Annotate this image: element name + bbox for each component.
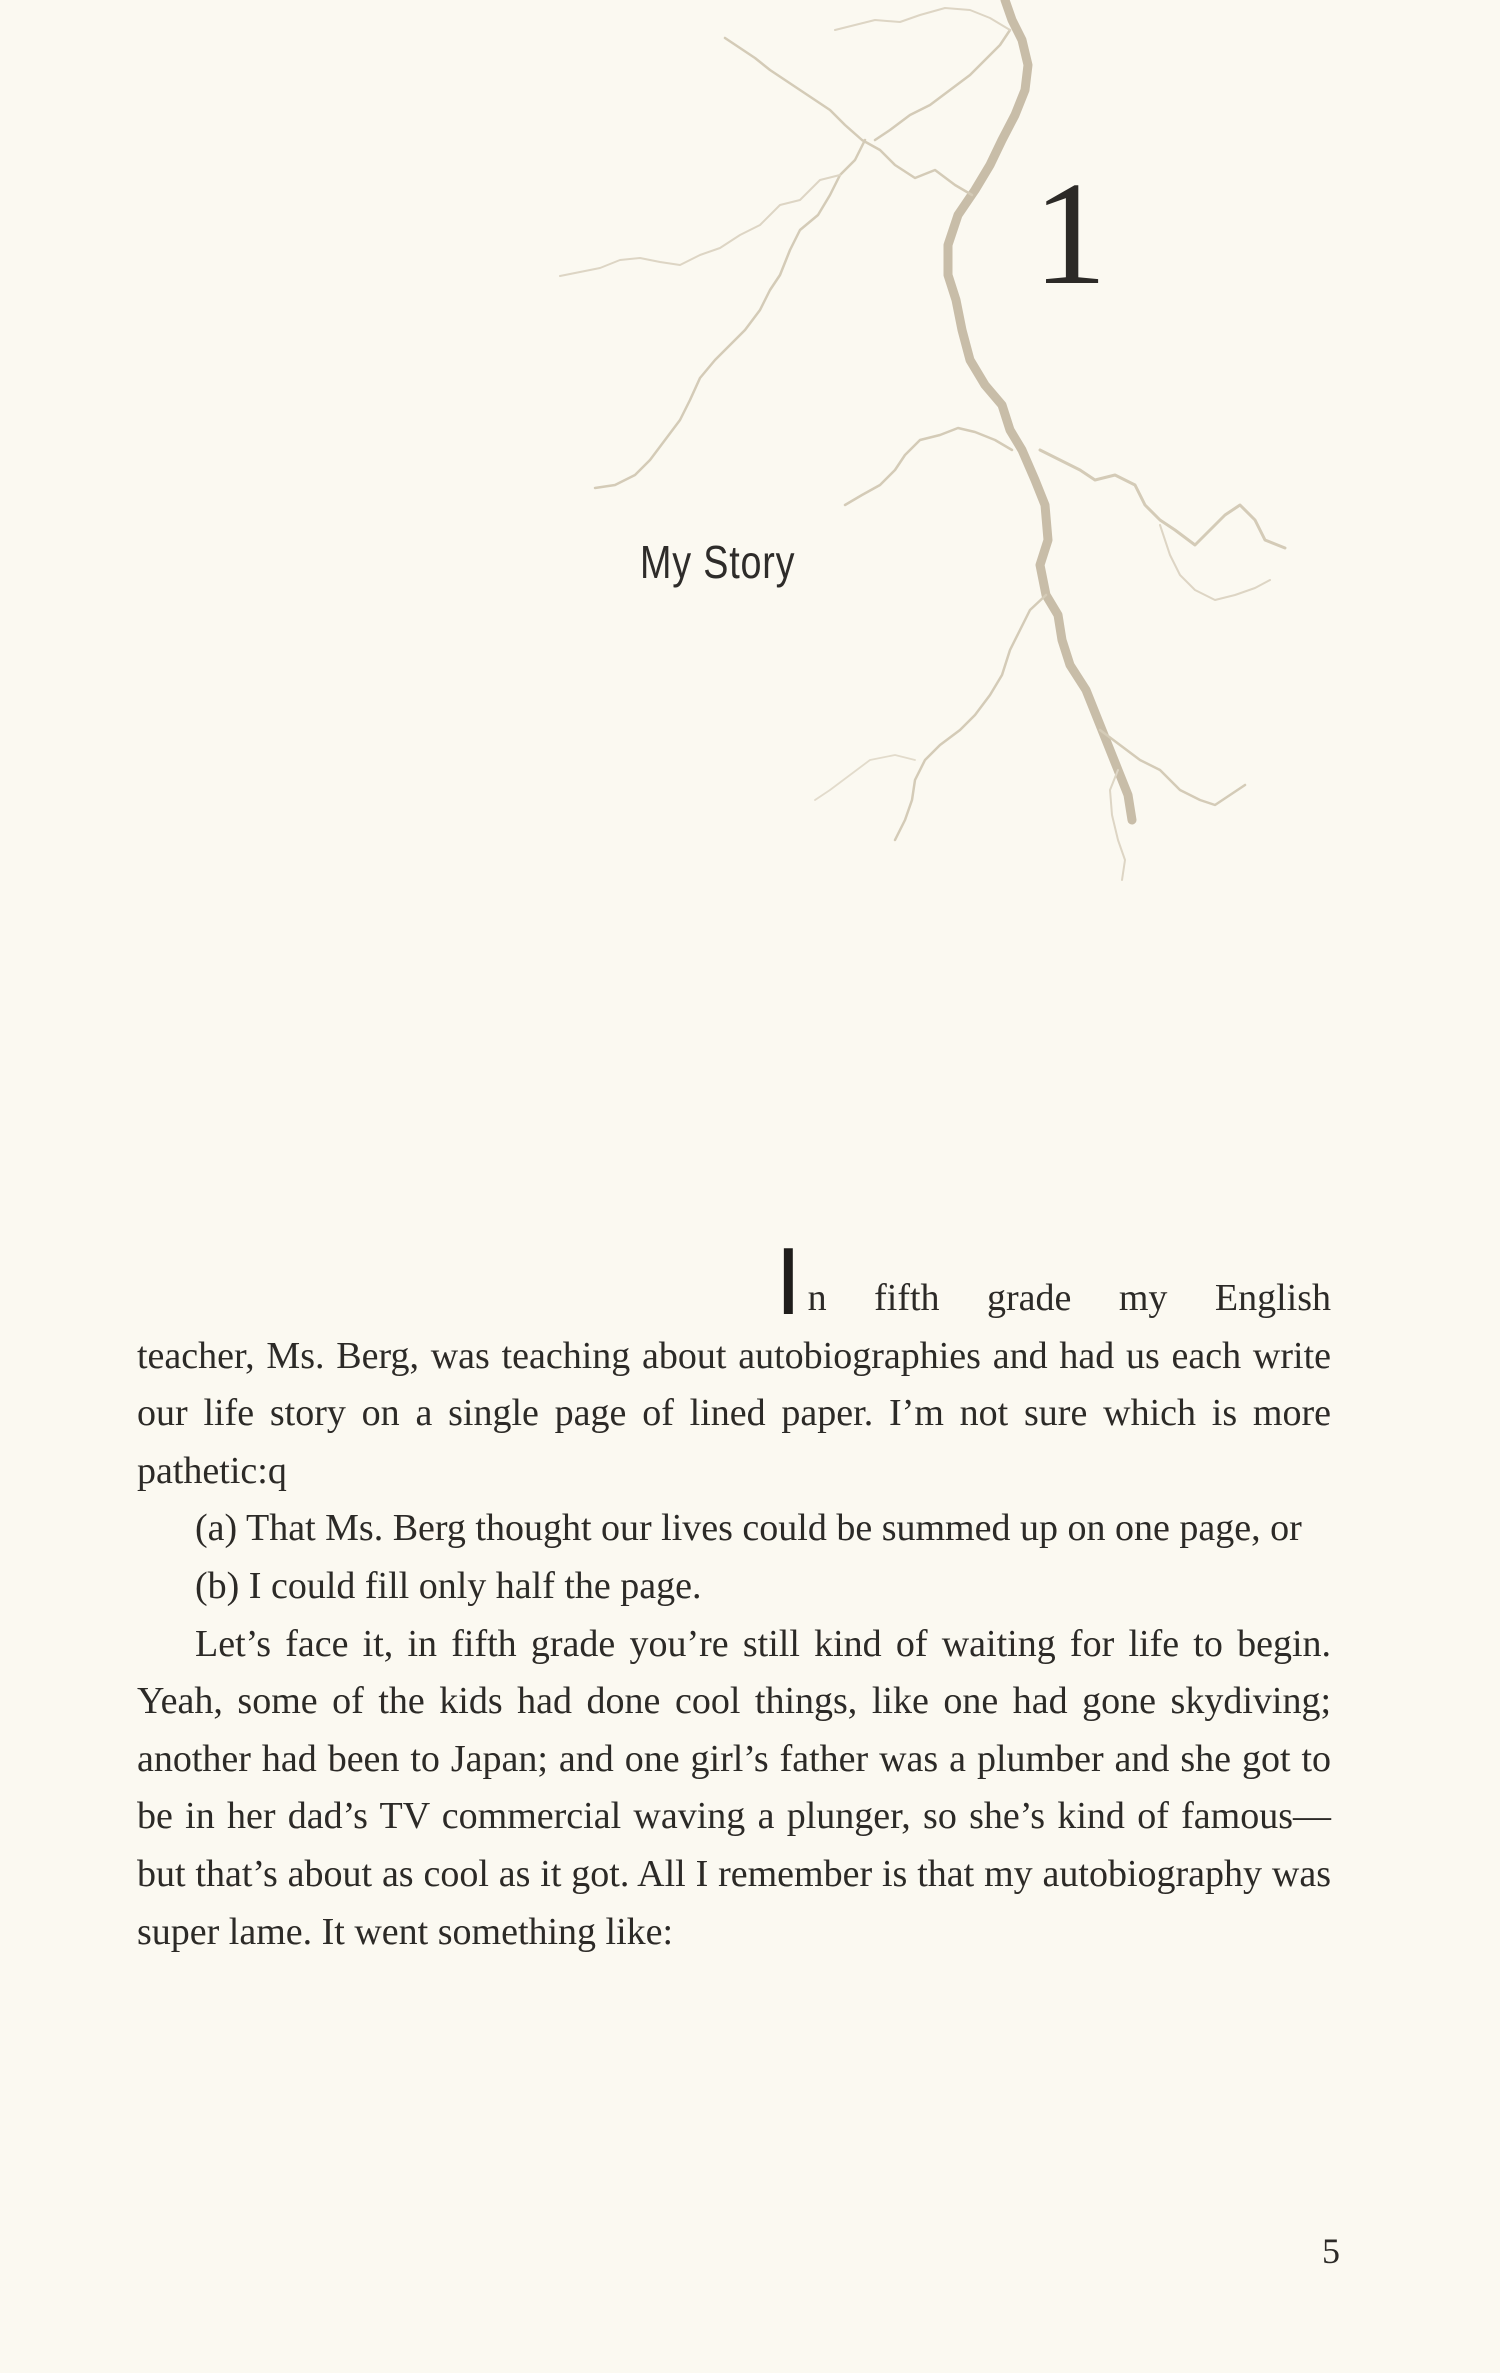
paragraph-text: teacher, Ms. Berg, was teaching about autobiographies and had us each write our life story on a single page of lined paper. I’m not sure which is more pathetic:q — [137, 1334, 1331, 1492]
chapter-body — [137, 1228, 1331, 1961]
page-number: 5 — [1322, 2231, 1340, 2271]
paragraph: Let’s face it, in fifth grade you’re still kind of waiting for life to begin. Yeah, some of the kids had done cool things, like one had gone skydiving; another had been to Japan; and one girl’s father was a plumber and she got to be in her dad’s TV commercial waving a plunger, so she’s kind of famous—but that’s about as cool as it got. All I remember is that my autobiography was super lame. It went something like: — [137, 1622, 1331, 1953]
paragraph — [137, 1228, 1331, 1500]
chapter-title: My Story — [640, 536, 796, 588]
paragraph: (b) I could fill only half the page. — [195, 1564, 702, 1607]
first-line-text: n fifth grade my English — [807, 1277, 1331, 1319]
drop-cap: I — [775, 1228, 802, 1335]
paragraph: (a) That Ms. Berg thought our lives could be summed up on one page, or — [195, 1507, 1302, 1550]
first-line — [137, 1228, 1331, 1335]
chapter-number: 1 — [1033, 152, 1107, 316]
